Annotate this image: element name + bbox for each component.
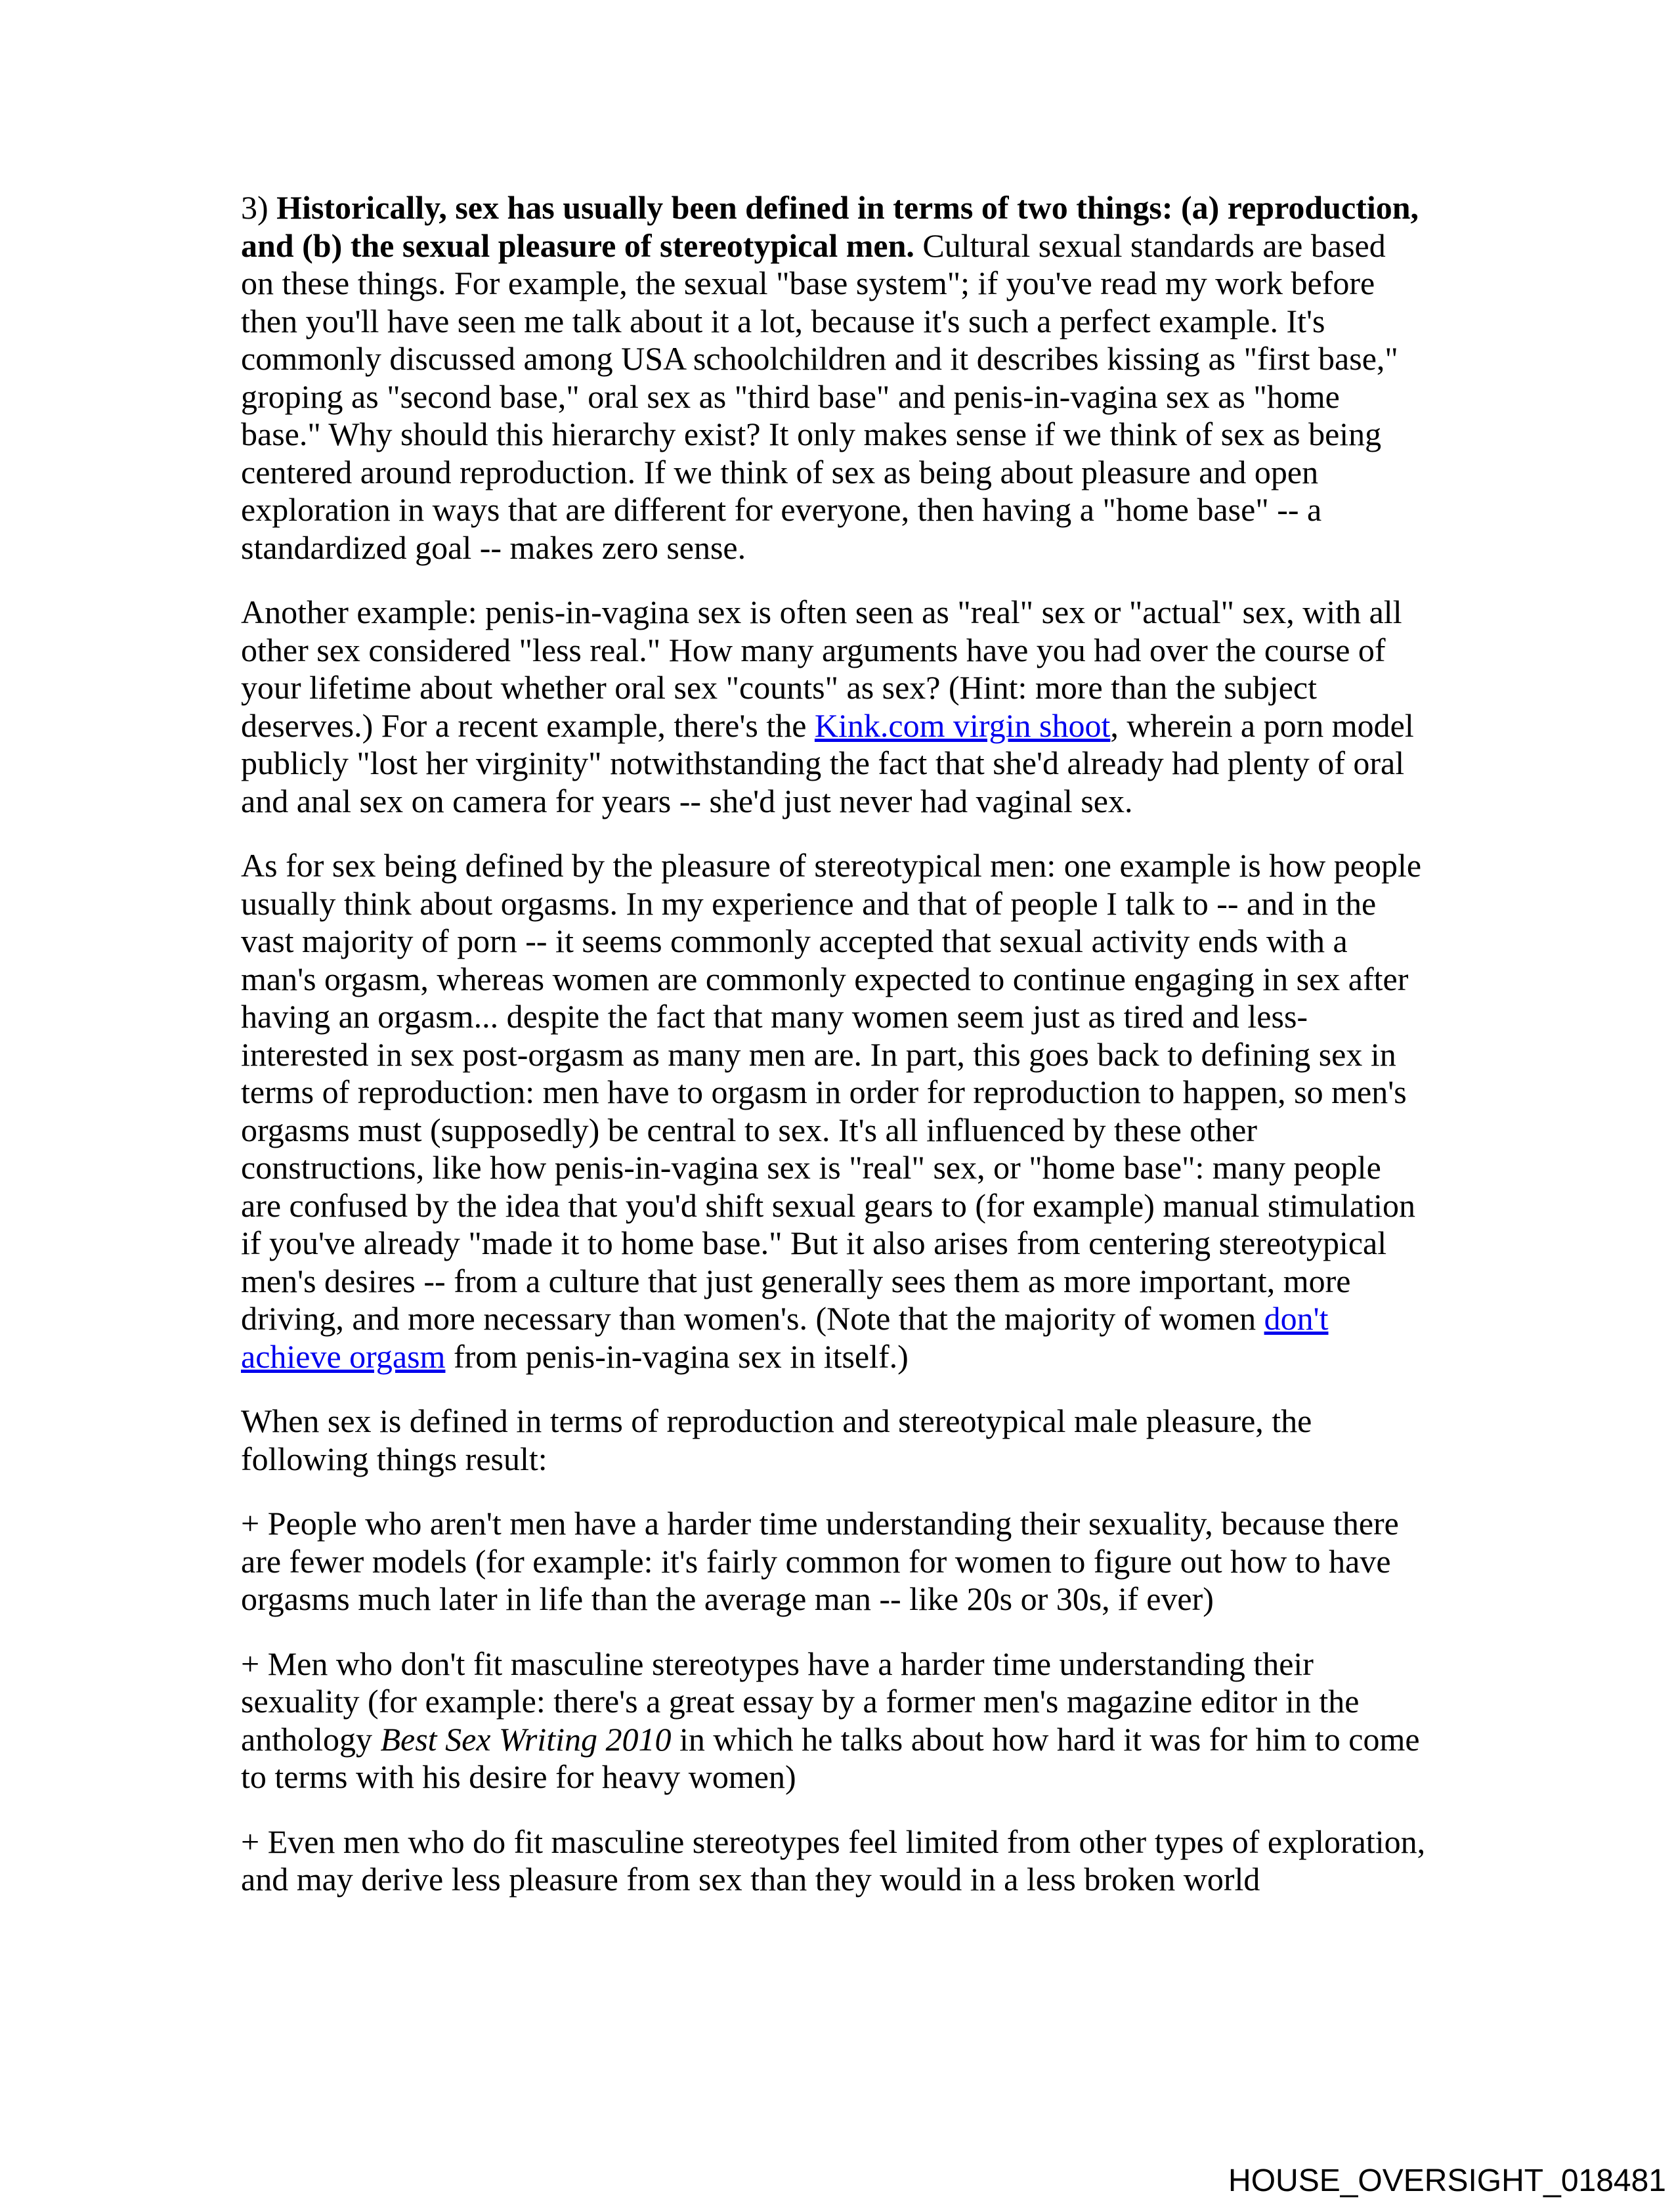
text-segment: When sex is defined in terms of reproduction and stereotypical male pleasure, the following things result: — [241, 1402, 1312, 1477]
bates-stamp: HOUSE_OVERSIGHT_018481 — [1228, 2163, 1666, 2198]
link-dont-achieve-orgasm[interactable]: don't achieve orgasm — [241, 1300, 1329, 1375]
document-body — [241, 189, 1426, 1926]
paragraph-3 — [241, 847, 1426, 1376]
text-segment: + People who aren't men have a harder time understanding their sexuality, because there are fewer models (for example: it's fairly common for women to figure out how to have orgasms much later in life than the average man -- like 20s or 30s, if ever) — [241, 1505, 1399, 1617]
text-segment: from penis-in-vagina sex in itself.) — [445, 1337, 909, 1375]
text-segment: As for sex being defined by the pleasure of stereotypical men: one example is how people usually think about orgasms. In my experience and that of people I talk to -- and in the vast majority of porn -- it seems commonly accepted that sexual activity ends with a man's orgasm, whereas women are commonly expected to continue engaging in sex after having an orgasm... despite the fact that many women seem just as tired and less-interested in sex post-orgasm as many men are. In part, this goes back to defining sex in terms of reproduction: men have to orgasm in order for reproduction to happen, so men's orgasms must (supposedly) be central to sex. It's all influenced by these other constructions, like how penis-in-vagina sex is "real" sex, or "home base": many people are confused by the idea that you'd shift sexual gears to (for example) manual stimulation if you've already "made it to home base." But it also arises from centering stereotypical men's desires -- from a culture that just generally sees them as more important, more driving, and more necessary than women's. (Note that the majority of women — [241, 847, 1422, 1337]
text-segment: + Men who don't fit masculine stereotypes have a harder time understanding their sexuality (for example: there's a great essay by a former men's magazine editor in the anthology — [241, 1645, 1360, 1758]
paragraph-1 — [241, 189, 1426, 567]
paragraph-4 — [241, 1402, 1426, 1478]
text-segment: 3) — [241, 189, 277, 226]
text-segment: in which he talks about how hard it was for him to come to terms with his desire for heavy women) — [241, 1720, 1420, 1795]
text-segment: Cultural sexual standards are based on these things. For example, the sexual "base system"; if you've read my work before then you'll have seen me talk about it a lot, because it's such a perfect example. It's commonly discussed among USA schoolchildren and it describes kissing as "first base," groping as "second base," oral sex as "third base" and penis-in-vagina sex as "home base." Why should this hierarchy exist? It only makes sense if we think of sex as being centered around reproduction. If we think of sex as being about pleasure and open exploration in ways that are different for everyone, then having a "home base" -- a standardized goal -- makes zero sense. — [241, 227, 1398, 566]
text-segment: + Even men who do fit masculine stereotypes feel limited from other types of exploration, and may derive less pleasure from sex than they would in a less broken world — [241, 1823, 1426, 1898]
text-segment: , wherein a porn model publicly "lost her virginity" notwithstanding the fact that she'd already had plenty of oral and anal sex on camera for years -- she'd just never had vaginal sex. — [241, 706, 1414, 819]
link-kink-com-virgin-shoot[interactable]: Kink.com virgin shoot — [814, 706, 1111, 744]
paragraph-5 — [241, 1505, 1426, 1618]
paragraph-7 — [241, 1823, 1426, 1899]
paragraph-2 — [241, 594, 1426, 820]
text-segment: Best Sex Writing 2010 — [380, 1720, 672, 1758]
paragraph-6 — [241, 1645, 1426, 1796]
text-segment: Historically, sex has usually been defined in terms of two things: (a) reproduction, and (b) the sexual pleasure of stereotypical men. — [241, 189, 1419, 264]
text-segment: Another example: penis-in-vagina sex is often seen as "real" sex or "actual" sex, with all other sex considered "less real." How many arguments have you had over the course of your lifetime about whether oral sex "counts" as sex? (Hint: more than the subject deserves.) For a recent example, there's the — [241, 594, 1402, 744]
